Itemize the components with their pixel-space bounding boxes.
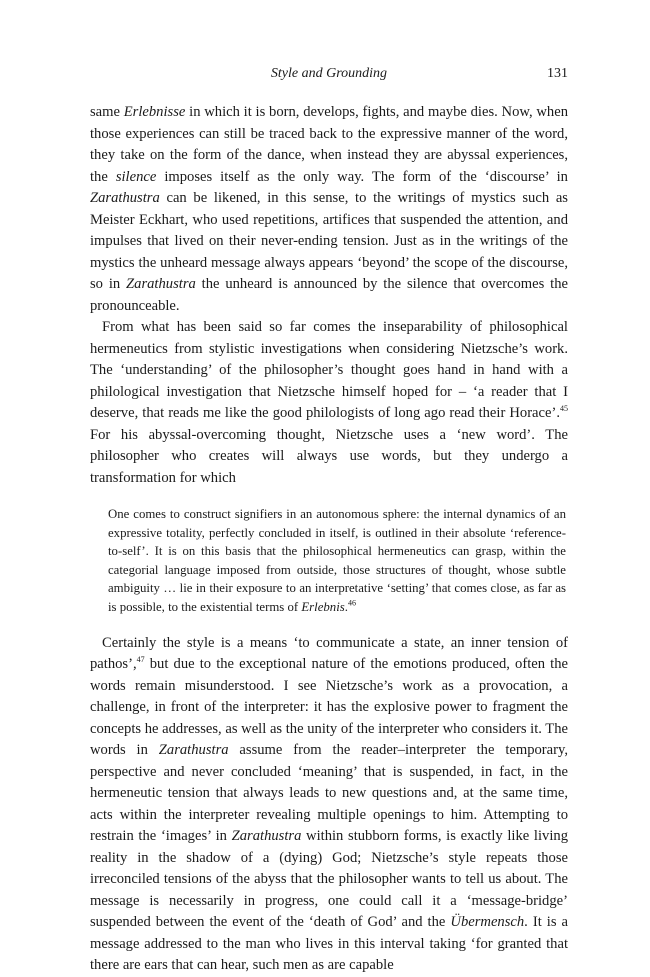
text-run: in which it is born, develops, fights, and maybe dies. Now, when those experiences can still be traced back to the expressive manner of the word, they take on the form of the dance, when instead they are abyssal experiences, the [90, 104, 568, 185]
footnote-ref: 47 [136, 655, 145, 665]
paragraph [90, 633, 568, 977]
text-run: From what has been said so far comes the inseparability of philosophical hermeneutics from stylistic investigations when considering Nietzsche’s work. The ‘understanding’ of the philosopher’s thought goes hand in hand with a philological investigation that Nietzsche himself hoped for – ‘a reader that I deserve, that reads me like the good philologists of long ago read their Horace’. [90, 319, 568, 421]
text-run: One comes to construct signifiers in an autonomous sphere: the internal dynamics of an expressive totality, perfectly concluded in itself, is outlined in their absolute ‘reference-to-self’. It is on this basis that the philosophical hermeneutics can grasp, within the categorial language imposed from outside, those structures of thought, whose subtle ambiguity … lie in their exposure to an interpretative ‘setting’ that comes close, as far as is possible, to the existential terms of [108, 507, 566, 614]
running-title: Style and Grounding [270, 66, 388, 81]
text-run: For his abyssal-overcoming thought, Nietzsche uses a ‘new word’. The philosopher who creates will always use words, but they undergo a transformation for which [90, 426, 568, 486]
italic-text: Zarathustra [126, 276, 196, 292]
text-run: assume from the reader–interpreter the temporary, perspective and never concluded ‘meaning’ that is suspended, in fact, in the hermeneutic tension that always leads to new questions and, at the same time, acts within the interpreter revealing multiple openings to him. Attempting to restrain the ‘images’ in [90, 742, 568, 845]
text-run: imposes itself as the only way. The form of the ‘discourse’ in [156, 168, 568, 185]
italic-text: Erlebnis [301, 599, 345, 614]
footnote-ref: 46 [347, 598, 356, 608]
running-header [90, 66, 568, 88]
italic-text: Zarathustra [90, 190, 160, 206]
text-run: . [344, 599, 348, 614]
text-run: but due to the exceptional nature of the emotions produced, often the words remain misunderstood. I see Nietzsche’s work as a provocation, a challenge, in front of the interpreter: it has the explosive power to fragment the concepts he addresses, as well as the unity of the interpreter who considers it. The words in [90, 656, 568, 759]
italic-text: Zarathustra [231, 828, 302, 845]
block-quote [108, 505, 566, 617]
paragraph [90, 102, 568, 317]
text-run: . It is a message addressed to the man who lives in this interval taking ‘for granted that there are ears that can hear, such men as are capable [90, 914, 568, 974]
body-text [90, 102, 568, 977]
text-run: within stubborn forms, is exactly like living reality in the shadow of a (dying) God; Nietzsche’s style repeats those irreconciled tensions of the abyss that the philosopher wants to tell us about. The message is necessarily in progress, one could call it a ‘message-bridge’ suspended between the event of the ‘death of God’ and the [90, 828, 568, 931]
italic-text: silence [115, 168, 157, 185]
page-number: 131 [547, 66, 568, 81]
text-run: the unheard is announced by the silence that overcomes the pronounceable. [90, 276, 568, 314]
paragraph [90, 317, 568, 489]
footnote-ref: 45 [560, 404, 568, 414]
text-run: can be likened, in this sense, to the writings of mystics such as Meister Eckhart, who used repetitions, artifices that suspended the attention, and impulses that lived on their never-ending tension. Just as in the writings of the mystics the unheard message always appears ‘beyond’ the scope of the discourse, so in [90, 190, 568, 292]
text-run: same [90, 104, 124, 120]
italic-text: Übermensch [450, 914, 525, 931]
italic-text: Erlebnisse [123, 104, 186, 120]
italic-text: Zarathustra [158, 742, 229, 759]
text-run: Certainly the style is a means ‘to communicate a state, an inner tension of pathos’, [90, 634, 568, 673]
